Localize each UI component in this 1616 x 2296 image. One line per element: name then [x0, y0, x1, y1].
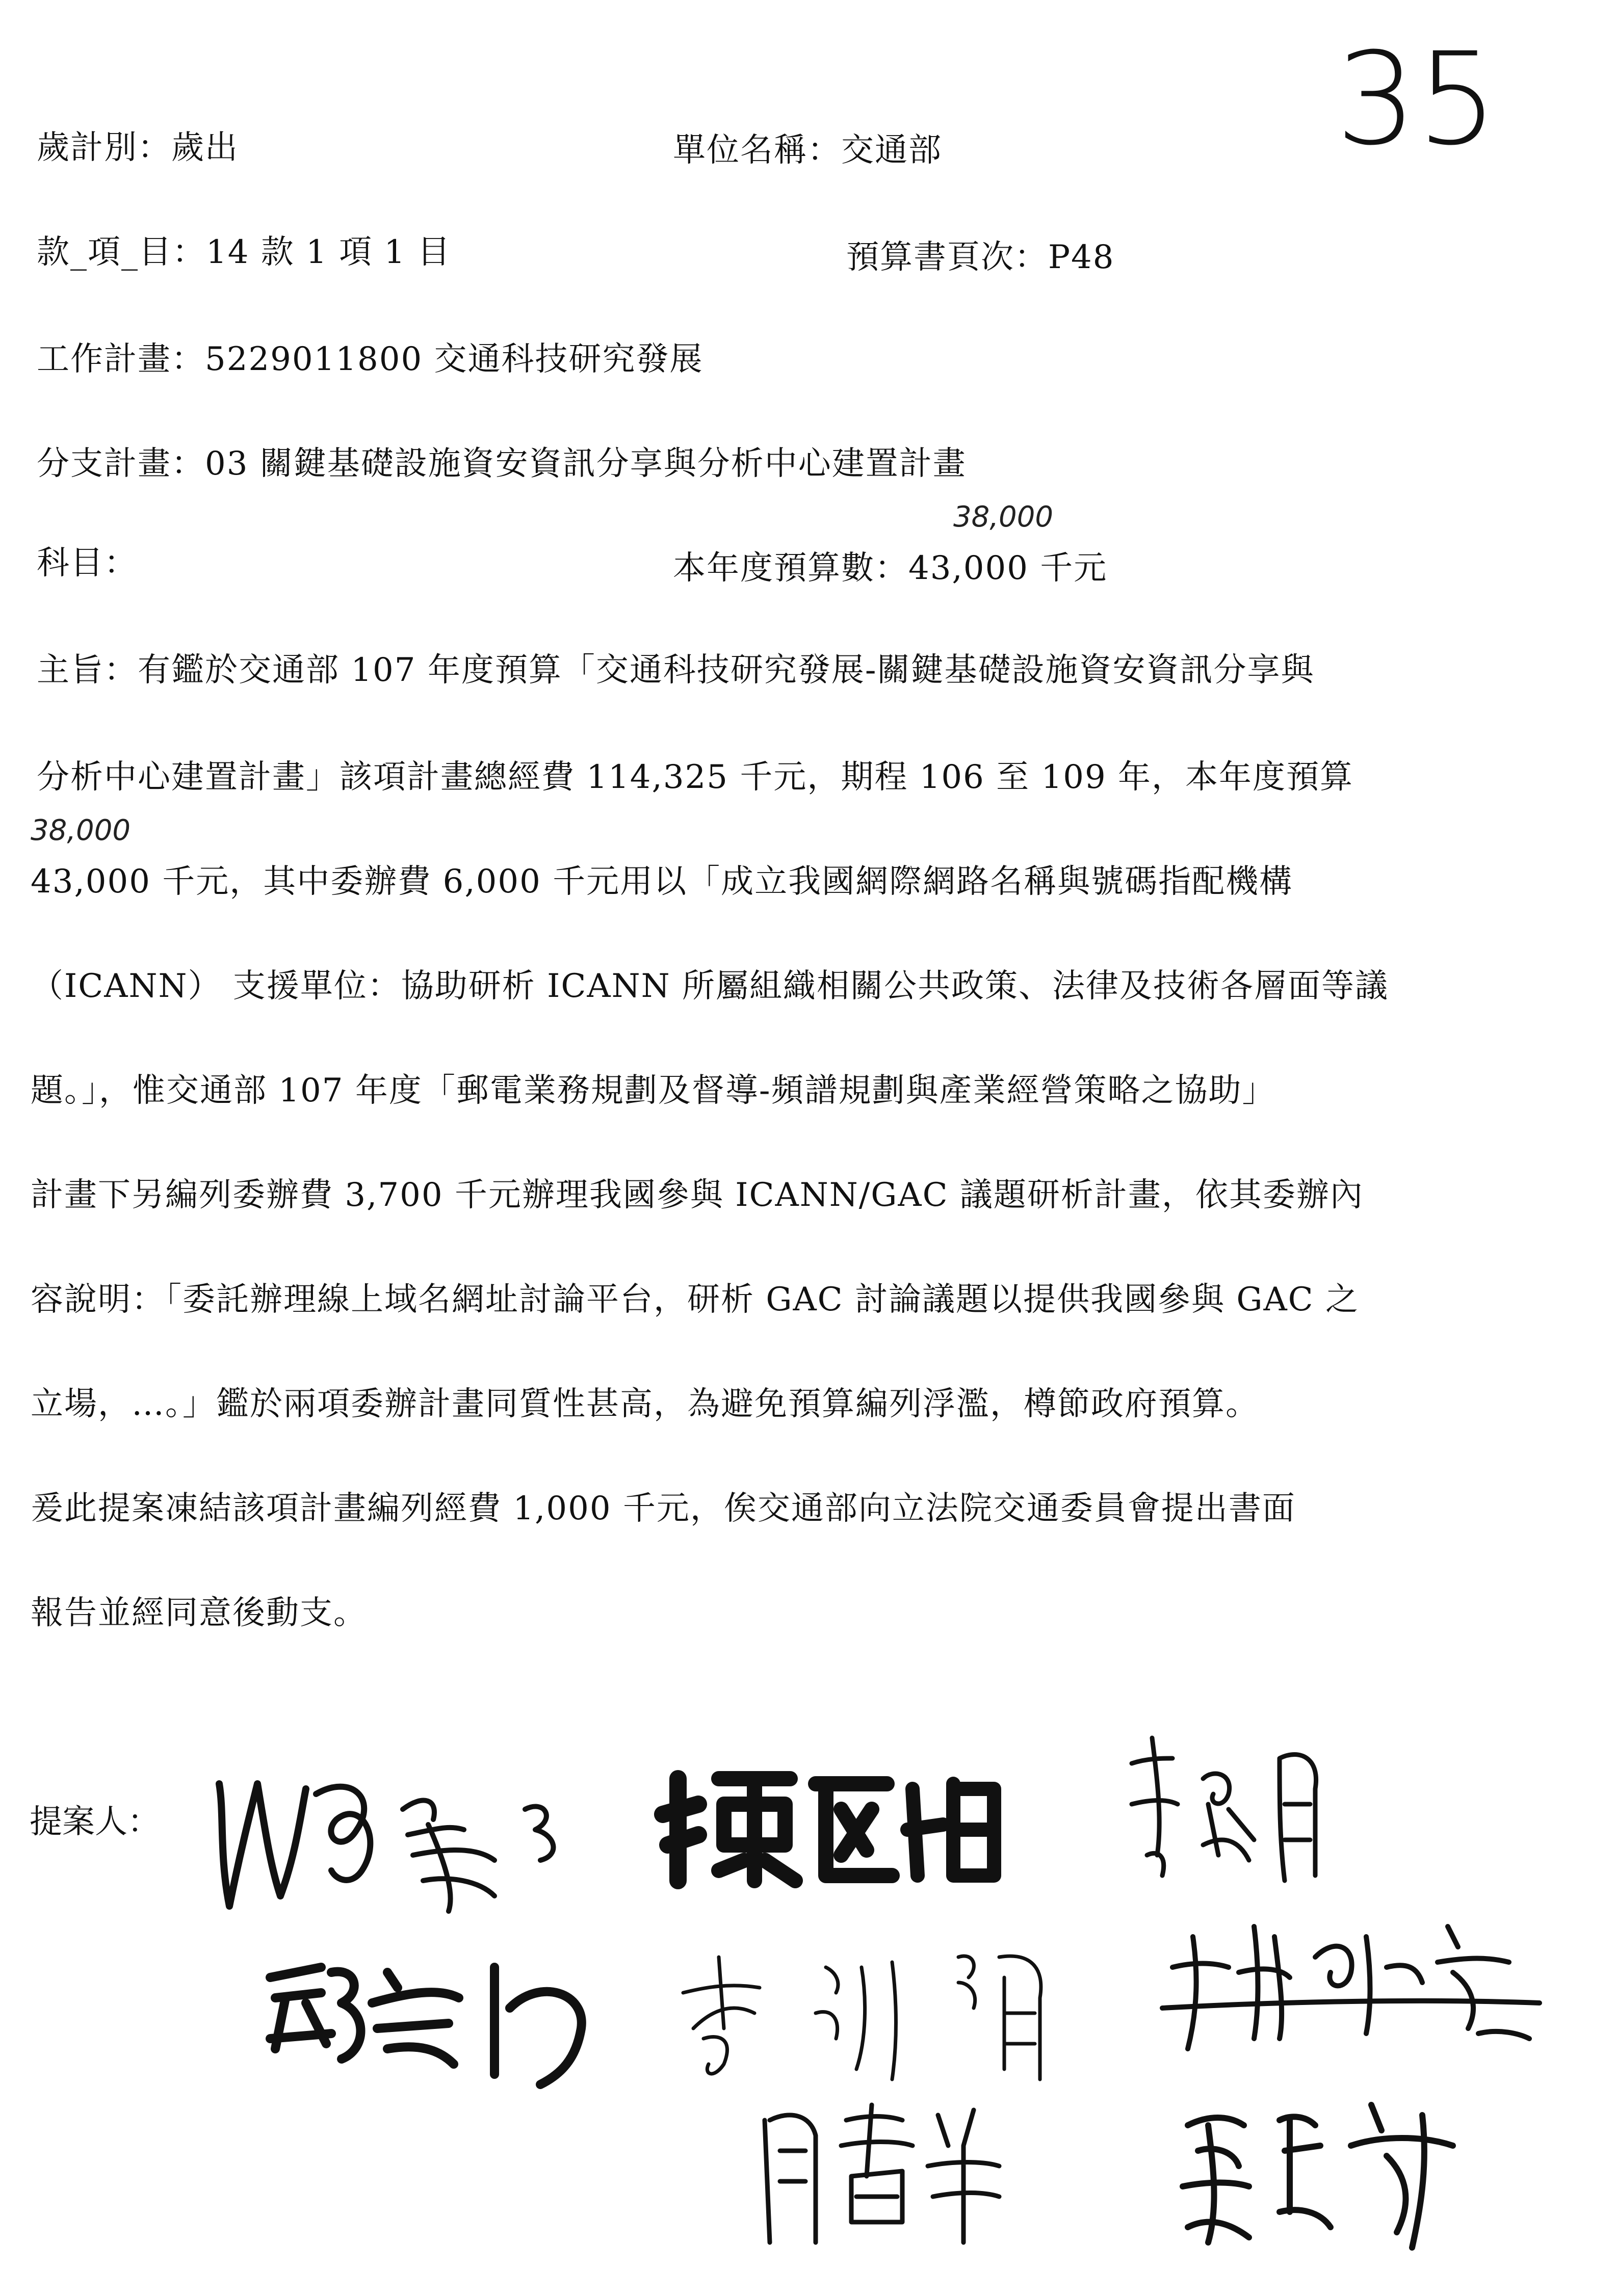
sub-plan: 分支計畫：03 關鍵基礎設施資安資訊分享與分析中心建置計畫: [37, 445, 967, 483]
body-line: 容說明：「委託辦理線上域名網址討論平台，研析 GAC 討論議題以提供我國參與 GAC 之: [31, 1281, 1359, 1318]
budget-book-page: 預算書頁次：P48: [846, 239, 1115, 276]
signature-3: [1111, 1728, 1346, 1893]
signature-8: [1167, 2084, 1473, 2255]
signature-2: [658, 1758, 1014, 1893]
body-line: 分析中心建置計畫」該項計畫總經費 114,325 千元，期程 106 至 109 年，本年度預算: [37, 758, 1354, 796]
body-line: 爰此提案凍結該項計畫編列經費 1,000 千元，俟交通部向立法院交通委員會提出書面: [31, 1490, 1296, 1527]
signature-4: [255, 1947, 622, 2092]
page-number: 35: [1336, 25, 1498, 173]
body-line: 報告並經同意後動支。: [31, 1594, 367, 1632]
signature-7: [749, 2090, 1004, 2250]
handwritten-correction: 38,000: [31, 814, 131, 847]
section-item: 款_項_目：14 款 1 項 1 目: [37, 233, 451, 271]
body-line: 主旨：有鑑於交通部 107 年度預算「交通科技研究發展-關鍵基礎設施資安資訊分享與: [37, 651, 1315, 689]
unit-name: 單位名稱：交通部: [673, 131, 942, 169]
body-line: 立場，…。」鑑於兩項委辦計畫同質性甚高，為避免預算編列浮濫，樽節政府預算。: [31, 1385, 1259, 1423]
work-plan: 工作計畫：5229011800 交通科技研究發展: [37, 340, 703, 378]
body-line: 題。」，惟交通部 107 年度「郵電業務規劃及督導-頻譜規劃與產業經營策略之協助」: [31, 1072, 1276, 1110]
handwritten-budget-amount: 38,000: [953, 500, 1053, 534]
budget-category: 歲計別：歲出: [37, 129, 239, 167]
subject: 科目：: [37, 544, 138, 582]
body-line: （ICANN） 支援單位：協助研析 ICANN 所屬組織相關公共政策、法律及技術各層面等議: [31, 967, 1389, 1005]
signature-1: [209, 1753, 596, 1918]
signature-5: [673, 1937, 1081, 2092]
budget-amount: 本年度預算數：43,000 千元: [673, 549, 1108, 587]
proposer-label: 提案人：: [30, 1803, 160, 1841]
body-line: 計畫下另編列委辦費 3,700 千元辦理我國參與 ICANN/GAC 議題研析計畫，依其委辦內: [31, 1176, 1364, 1214]
signature-6: [1152, 1906, 1560, 2071]
body-line: 43,000 千元，其中委辦費 6,000 千元用以「成立我國網際網路名稱與號碼指配機構: [31, 863, 1293, 901]
